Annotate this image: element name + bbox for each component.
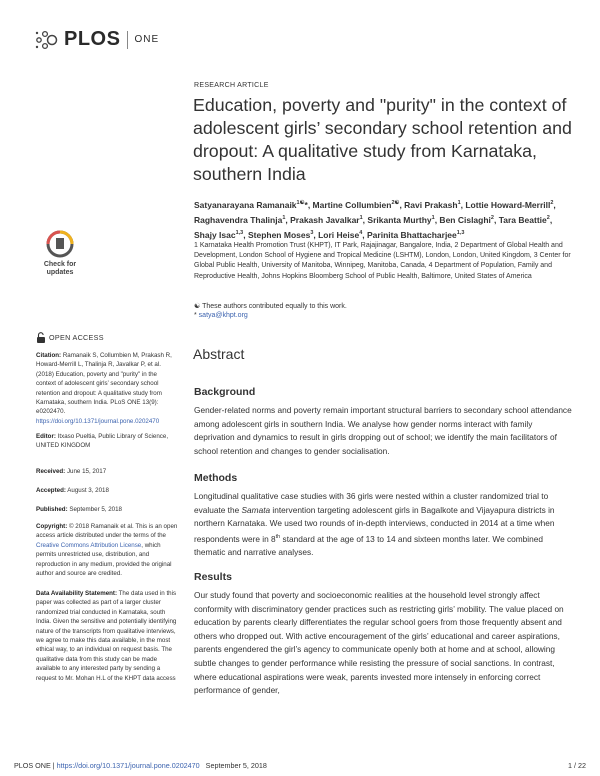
check-line-1: Check for bbox=[43, 261, 77, 268]
copyright-text-2: , which permits unrestricted use, distribution, and reproduction in any medium, provided the original author and source are credited. bbox=[36, 541, 172, 578]
citation-doi-link[interactable]: https://doi.org/10.1371/journal.pone.0202470 bbox=[36, 417, 160, 425]
check-line-2: updates bbox=[46, 269, 74, 276]
published-block bbox=[36, 505, 178, 514]
open-access-label bbox=[36, 332, 178, 343]
check-for-updates-badge[interactable] bbox=[36, 229, 84, 283]
editor-block bbox=[36, 432, 178, 451]
copyright-label: Copyright: bbox=[36, 523, 68, 530]
data-availability-block bbox=[36, 589, 178, 683]
accepted-block bbox=[36, 486, 178, 495]
email-marker: * bbox=[194, 312, 199, 319]
citation-text: Ramanaik S, Collumbien M, Prakash R, Howard-Merrill L, Thalinja R, Javalkar P, et al. (2018) Education, poverty and "purity" in the context of adolescent girls’ secondary school retention and dropout: A qualitative study from Karnataka, southern India. PLoS ONE 13(9): e0202470. bbox=[36, 352, 172, 416]
copyright-block bbox=[36, 522, 178, 578]
email-link[interactable]: satya@khpt.org bbox=[198, 312, 248, 319]
page-number: 1 / 22 bbox=[568, 761, 586, 770]
citation-block bbox=[36, 351, 178, 426]
check-updates-icon bbox=[45, 229, 75, 259]
data-availability-text: The data used in this paper was collected as part of a larger cluster randomized trial conducted in Karnataka, south India. Given the sensitive and potentially identifying nature of the transcripts from qualitative interviews, we agree to make this data available, in the most ethical way, to an individual on request basis. The qualitative data from this study can be made available to any interested party by sending a request to Mr. Mohan H.L of the KHPT data access bbox=[36, 590, 177, 682]
footer-left bbox=[14, 761, 267, 770]
accepted-label: Accepted: bbox=[36, 487, 66, 494]
editor-label: Editor: bbox=[36, 433, 56, 440]
plos-logo-icon bbox=[34, 29, 60, 51]
methods-text-3: standard at the age of 13 to 14 and sixteen months later. We combined thematic and narrative analyses. bbox=[194, 533, 543, 558]
logo-divider bbox=[127, 31, 128, 49]
received-block bbox=[36, 467, 178, 476]
results-heading: Results bbox=[194, 571, 232, 583]
footer-doi-link[interactable]: https://doi.org/10.1371/journal.pone.0202470 bbox=[56, 761, 200, 770]
journal-name: ONE bbox=[134, 34, 160, 45]
received-date: June 15, 2017 bbox=[65, 468, 107, 475]
page-footer bbox=[14, 761, 586, 770]
logo-text: PLOS bbox=[64, 28, 121, 50]
plos-one-logo[interactable] bbox=[34, 28, 159, 51]
background-heading: Background bbox=[194, 386, 256, 398]
cc-license-link[interactable]: Creative Commons Attribution License bbox=[36, 541, 142, 549]
footer-journal: PLOS ONE | bbox=[14, 761, 57, 770]
affiliations: 1 Karnataka Health Promotion Trust (KHPT), IT Park, Rajajinagar, Bangalore, India, 2 Department of Global Health and Development, London School of Hygiene and Tropical Medicine (LSHTM), London, London, United Kingdom, 3 Center for Global Public Health, University of Manitoba, Winnipeg, Manitoba, Canada, 4 Department of Population, Family and Reproductive Health, Johns Hopkins Bloomberg School of Public Health, Baltimore, United States of America bbox=[194, 242, 571, 280]
accepted-date: August 3, 2018 bbox=[65, 487, 109, 494]
data-availability-label: Data Availability Statement: bbox=[36, 590, 118, 597]
abstract-heading: Abstract bbox=[193, 346, 245, 362]
copyright-text-1: © 2018 Ramanaik et al. This is an open access article distributed under the terms of the bbox=[36, 523, 178, 540]
methods-text-2: intervention targeting adolescent girls in Bagalkote and Vijayapura districts in northern Karnataka. We used two rounds of in-depth interviews, conducted in 2014 at a time when respondents were in 8 bbox=[194, 504, 555, 544]
results-paragraph: Our study found that poverty and socioeconomic realities at the household level strongly affect conformity with discriminatory gender practices such as restricting girls’ mobility. The value placed on education by parents clearly differentiates the regular school goers from those frequently absent and others who dropped out. With active encouragement of the girls’ educational and career aspirations, parents engendered the girl’s agency to communicate openly both at home and at school, allowing subtle changes to gender performance while resisting the pressure of social sanctions. In contrast, where educational aspirations were weak, parents invested more intensely in enforcing correct performance of gender, bbox=[194, 590, 564, 696]
methods-superscript: th bbox=[275, 533, 281, 540]
background-paragraph: Gender-related norms and poverty remain important structural barriers to secondary school attendance among adolescent girls in southern India. We analyse how gender norms interact with family deprivation and dynamics to result in girls dropping out of school; we identify the main facilitators of school retention and changes to gender socialisation. bbox=[194, 405, 572, 456]
article-title: Education, poverty and "purity" in the context of adolescent girls’ secondary school retention and dropout: A qualitative study from Karnataka, southern India bbox=[193, 95, 572, 184]
received-label: Received: bbox=[36, 468, 66, 475]
published-label: Published: bbox=[36, 506, 68, 513]
editor-text: Itxaso Pueltia, Public Library of Science, UNITED KINGDOM bbox=[36, 433, 169, 450]
equal-contribution-note: ☯ These authors contributed equally to this work. bbox=[194, 303, 347, 310]
footer-date: September 5, 2018 bbox=[199, 761, 267, 770]
citation-label: Citation: bbox=[36, 352, 62, 359]
methods-text-1: Longitudinal qualitative case studies with 36 girls were nested within a cluster randomized trial to evaluate the bbox=[194, 491, 549, 515]
author-list: Satyanarayana Ramanaik$^{1☯}$*, Martine Collumbien$^{2☯}$, Ravi Prakash$^1$, Lottie Howard-Merrill$^2$, Raghavendra Thalinja$^1$, Prakash Javalkar$^1$, Srikanta Murthy$^1$, Ben Cislaghi$^2$, Tara Beattie$^2$, Shajy Isac$^{1,3}$, Stephen Moses$^3$, Lori Heise$^4$, Parinita Bhattacharjee$^{1,3}$ bbox=[194, 199, 556, 240]
article-type: RESEARCH ARTICLE bbox=[194, 82, 269, 89]
methods-heading: Methods bbox=[194, 472, 238, 484]
published-date: September 5, 2018 bbox=[67, 506, 122, 513]
methods-paragraph bbox=[194, 490, 574, 560]
methods-intervention-name: Samata bbox=[241, 504, 271, 515]
open-access-text: OPEN ACCESS bbox=[49, 332, 104, 342]
open-lock-icon bbox=[36, 332, 46, 343]
corresponding-email bbox=[194, 312, 248, 319]
